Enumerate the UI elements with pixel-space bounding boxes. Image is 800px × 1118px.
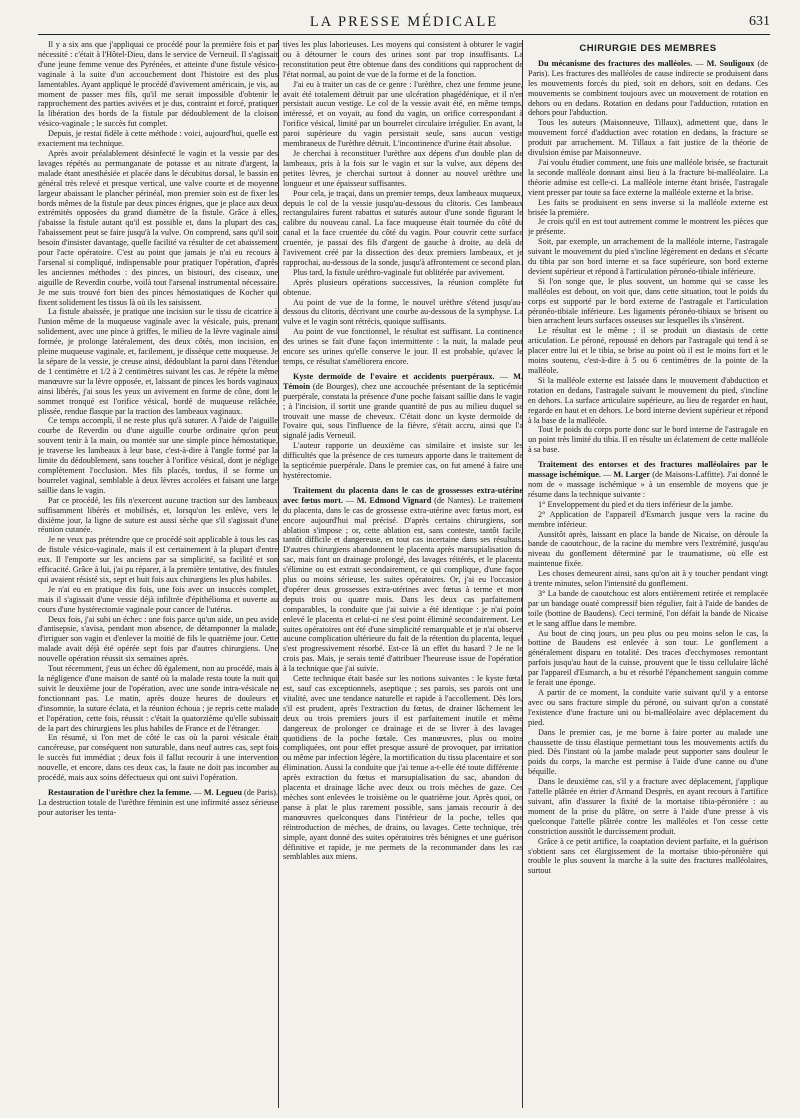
paragraph: La fistule abaissée, je pratique une incision sur le tissu de cicatrice à l'union même de la muqueuse vaginale avec la vésicale, puis, prenant solidement, avec une pince à griffes, le milieu de la lèvre vaginale ainsi formée, je prolonge latéralement, des deux côtés, mon incision, en pleine muqueuse vaginale, et, facilement, je dissèque cette muqueuse. Je la sépare de la vessie, je creuse ainsi, dédoublant la paroi dans l'étendue de 1 centimètre et 1/2 à 2 centimètres suivant les cas. Je répète la même manœuvre sur la lèvre opposée, et, laissant de pinces les bords vaginaux ainsi libérés, j'ai sous les yeux un avivement en forme de cône, dont le sommet tronqué est l'orifice vésical, bordé de muqueuse relâchée, plissée, rendue flasque par la traction des lambeaux vaginaux. xyxy=(38,307,278,416)
paragraph: Dans le premier cas, je me borne à faire porter au malade une chaussette de tissu élastique permettant tous les mouvements actifs du pied. Dès l'instant où la jambe malade peut supporter sans douleur le poids du corps, la marche est permise à l'aide d'une canne ou d'une béquille. xyxy=(528,727,768,777)
paragraph: Le résultat est le même ; il se produit un diastasis de cette articulation. Le péroné, repoussé en dehors par l'astragale qui tend à se placer entre lui et le tibia, se brise au point où il est le moins fort et le moins soutenu, c'est-à-dire à 5 ou 6 centimètres de la pointe de la malléole. xyxy=(528,326,768,375)
paragraph: Je crois qu'il en est tout autrement comme le montrent les pièces que je présente. xyxy=(528,217,768,237)
paragraph: Dans le deuxième cas, s'il y a fracture avec déplacement, j'applique l'attelle plâtrée en étrier d'Armand Desprès, en ayant recours à l'artifice suivant, afin d'assurer la fixité de la mortaise tibia-péronière : au moment de la prise du plâtre, on serre à l'aide d'une presse à vis quelconque l'attelle plâtrée contre les malléoles et l'on cesse cette constriction aussitôt le durcissement produit. xyxy=(528,777,768,836)
article-heading: Traitement du placenta dans le cas de grossesses extra-utérine avec fœtus mort. xyxy=(283,485,523,505)
paragraph: 2° Application de l'appareil d'Esmarch jusque vers la racine du membre inférieur. xyxy=(528,509,768,529)
article-intro: Traitement des entorses et des fractures malléolaires par le massage ischémique. — M. Larger (de Maisons-Laffitte). J'ai donné le nom de « massage ischémique » à un ensemble de moyens que je résume dans la technique suivante : xyxy=(528,460,768,499)
article-intro: Restauration de l'urèthre chez la femme. — M. Legueu (de Paris). La destruction totale de l'urèthre féminin est une infirmité assez sérieuse pour autoriser les tenta- xyxy=(38,787,278,817)
paragraph: Soit, par exemple, un arrachement de la malléole interne, l'astragale suivant le mouvement du pied s'incline légèrement en dedans et s'écarte du tibia par son bord interne et sa face supérieure, son bord externe devient supérieur et répond à l'articulation péronéo-tibiale inférieure. xyxy=(528,237,768,276)
paragraph: Je ne veux pas prétendre que ce procédé soit applicable à tous les cas de fistule vésico-vaginale, mais il est certainement à la plupart d'entre eux. Il l'emporte sur les anciens par sa simplicité, sa facilité et son efficacité. Grâce à lui, j'ai pu réparer, à la première tentative, des fistules qui avaient résisté six, sept et huit fois aux chirurgiens les plus habiles. xyxy=(38,535,278,584)
paragraph: Les choses demeurent ainsi, sans qu'on ait à y toucher pendant vingt à trente minutes, selon l'intensité du gonflement. xyxy=(528,569,768,589)
paragraph: Aussitôt après, laissant en place la bande de Nicaise, on déroule la bande de caoutchouc, de la racine du membre vers l'extrémité, jusqu'au niveau du gonflement déterminé par le traumatisme, où elle est maintenue fixée. xyxy=(528,529,768,569)
article-text: (de Paris). La destruction totale de l'urèthre féminin est une infirmité assez sérieuse pour autoriser les tenta- xyxy=(38,787,278,817)
paragraph: Je n'ai eu en pratique dix fois, une fois avec un insuccès complet, mais il s'agissait d'une vessie déjà infiltrée d'épithélioma et ouverte au cours d'une hystérectomie vaginale pour cancer de l'utérus. xyxy=(38,584,278,614)
article-author: M. Témoin xyxy=(283,371,523,391)
column-left xyxy=(38,40,278,1110)
paragraph: Après avoir préalablement désinfecté le vagin et la vessie par des lavages répétés au permanganate de potasse et au nitrate d'argent, la malade étant anesthésiée et placée dans le décubitus dorsal, le bassin en général très relevé et presque vertical, une valve courte et de moyenne largeur abaissant le plancher périnéal, mon premier soin est de fixer les bords mêmes de la fistule par deux pinces érignes, que je place aux deux extrémités opposées du grand diamètre de la fistule. Grâce à elles, j'abaisse la fistule autant qu'il est possible et, dans la plupart des cas, l'abaissement peut se faire jusqu'à la vulve. On comprend, sans qu'il soit besoin d'insister davantage, quelle facilité va résulter de cet abaissement pour l'acte opératoire. C'est au point que jamais je n'ai eu recours à l'arsenal si compliqué, indispensable pour pratiquer l'opération, d'après les anciennes méthodes : des pinces, un bistouri, des ciseaux, une aiguille de Reverdin courbe, voilà tout l'arsenal instrumental nécessaire. Je me suis trouvé fort bien des pinces hémostatiques de Kocher qui fixent solidement les tissus là où ils les saisissent. xyxy=(38,148,278,307)
paragraph: Après plusieurs opérations successives, la réunion complète fut obtenue. xyxy=(283,277,523,297)
article-author: M. Souligoux xyxy=(706,58,755,68)
article-author: M. Legueu xyxy=(203,787,242,797)
column-right xyxy=(528,40,768,1110)
paragraph: L'auteur rapporte un deuxième cas similaire et insiste sur les difficultés que la présence de ces tumeurs apporte dans le traitement de la septicémie puerpérale. Dans le premier cas, on fut amené à faire une hystérectomie. xyxy=(283,441,523,480)
page-number: 631 xyxy=(749,14,770,29)
paragraph: Depuis, je restai fidèle à cette méthode : voici, aujourd'hui, quelle est exactement ma technique. xyxy=(38,129,278,149)
paragraph: En résumé, si l'on met de côté le cas où la paroi vésicale était cancéreuse, par conséquent non suturable, dans neuf autres cas, sept fois le succès fut immédiat ; deux fois il fallut recourir à une intervention nouvelle, et encore, dans ces deux cas, la faute ne doit pas incomber au procédé, mais aux soins défectueux qui ont suivi l'opération. xyxy=(38,733,278,783)
paragraph: Pour cela, je traçai, dans un premier temps, deux lambeaux muqueux, depuis le col de la vessie jusqu'au-dessous du clitoris. Ces lambeaux rectangulaires furent rabattus et suturés autour d'une sonde figurant le calibre du nouveau canal. La face muqueuse était tournée du côté du canal et la face cruentée du côté du vagin. Pour couvrir cette surface cruentée, je passai des fils d'argent de gauche à droite, au delà de l'avivement créé par la dissection des deux premiers lambeaux, et je rapprochai, au-dessous de la sonde, jusqu'à affrontement ce second plan. xyxy=(283,188,523,267)
article-author: M. Larger xyxy=(613,470,651,480)
article-text: (de Maisons-Laffitte). J'ai donné le nom de « massage ischémique » à un ensemble de moyens que je résume dans la technique suivante : xyxy=(528,470,768,499)
paragraph: 1° Enveloppement du pied et du tiers inférieur de la jambe. xyxy=(538,499,734,509)
journal-title: LA PRESSE MÉDICALE xyxy=(309,14,499,30)
article-heading: Du mécanisme des fractures des malléoles. xyxy=(538,58,693,68)
paragraph: tives les plus laborieuses. Les moyens qui consistent à obturer le vagin ou à détourner le cours des urines sont par trop insuffisants. La reconstitution peut être obtenue dans des conditions qui rapprochent de l'état normal, au point de vue de la forme et de la fonction. xyxy=(283,40,523,79)
paragraph: Deux fois, j'ai subi un échec : une fois parce qu'un aide, un peu avide d'antisepsie, s'avisa, pendant mon absence, de détamponner la malade, d'irriguer son vagin et d'enlever la moitié de fils le quatrième jour. Cette malade avait déjà été opérée sept fois par d'autres chirurgiens. Une nouvelle opération réussit six semaines après. xyxy=(38,614,278,664)
paragraph: Au point de vue fonctionnel, le résultat est suffisant. La continence des urines se fait d'une façon intermittente : la nuit, la malade peut encore ses urines qu'elle conserve le jour. Il est probable, qu'avec le temps, ce résultat s'améliorera encore. xyxy=(283,327,523,366)
article-intro: Traitement du placenta dans le cas de grossesses extra-utérine avec fœtus mort. — M. Edmond Vignard (de Nantes). Le traitement du placenta, dans le cas de grossesse extra-utérine avec fœtus mort, est encore aujourd'hui mal précisé. D'après certains chirurgiens, son ablation s'impose ; or, cette ablation est, sans conteste, tantôt facile, tantôt difficile et dangereuse, en tout cas incertaine dans ses résultats. D'autres chirurgiens abandonnent le placenta après marsupialisation du sac, mais font un drainage prolongé, des lavages réitérés, et le placenta s'élimine ou est extrait secondairement, ce qui complique, d'une façon plus ou moins sérieuse, les suites opératoires. Or, j'ai eu l'occasion d'opérer deux grossesses extra-utérines avec fœtus à terme et mort depuis trois ou quatre mois. Dans les deux cas parfaitement comparables, la conduite que j'ai suivie a été identique : je n'ai point enlevé le placenta et celui-ci ne s'est point éliminé secondairement. Les suites opératoires ont été d'une simplicité remarquable et je n'ai observé aucune complication ultérieure du fait de la rétention du placenta, lequel s'est progressivement résorbé. Est-ce là un effet du hasard ? Je ne le crois pas. Mais, je serais tenté d'attribuer l'heureuse issue de l'opération à la technique que j'ai suivie. xyxy=(283,485,523,674)
paragraph: Si l'on songe que, le plus souvent, un homme qui se casse les malléoles est debout, on voit que, dans cette situation, tout le poids du corps est supporté par le bord externe de l'astragale et l'articulation péronéo-tibiale inférieure. Les ligaments péronéo-tibiaux se brisent ou bien arrachent leurs surfaces osseuses sur lesquelles ils s'insèrent. xyxy=(528,276,768,326)
paragraph: Cette technique était basée sur les notions suivantes : le kyste fœtal est, sauf cas exceptionnels, aseptique ; ses parois, ses parois ont une vitalité, avec une tendance naturelle et rapide à l'accollement. Dès lors, s'il est prudent, après l'extraction du fœtus, de drainer lâchement les deux ou trois premiers jours il est parfaitement inutile et même dangereux de prolonger ce drainage et de se livrer à des lavages quotidiens de la poche fœtale. Ces manœuvres, plus ou moins compliquées, ont pour effet presque assuré de provoquer, par irritation ou même par infection légère, la mortification du tissu placentaire et son élimination. Aussi la conduite que j'ai tenue a-t-elle été toute différente : après extraction du fœtus et marsupialisation du sac, abandon du placenta et drainage lâche avec deux ou trois mèches de gaze. Ces mèches sont enlevées le troisième ou le quatrième jour. Après quoi, on panse à plat le plus rarement possible, sans jamais recourir à des manœuvres quelconques dans l'intérieur de la poche, telles que réintroduction de mèches, de drains, ou lavages. Cette technique, très simple, ayant donné des suites opératoires très bénignes et une guérison définitive et rapide, je me permets de la recommander dans les cas semblables aux miens. xyxy=(283,674,523,862)
paragraph: 3° La bande de caoutchouc est alors entièrement retirée et remplacée par un bandage ouaté compressif bien régulier, fait à l'aide de bandes de toile (bottine de Baudens). Ceci terminé, l'on défait la bande de Nicaise et le sang afflue dans le membre. xyxy=(528,588,768,628)
paragraph: Au bout de cinq jours, un peu plus ou peu moins selon le cas, la bottine de Baudens est enlevée à son tour. Le gonflement a généralement disparu en totalité. Des traces d'ecchymoses remontant parfois jusqu'au haut de la cuisse, prouvent que le tissu cellulaire lâché par l'appareil d'Esmarch, a bu et résorbé l'épanchement sanguin comme le ferait une éponge. xyxy=(528,628,768,688)
paragraph: J'ai voulu étudier comment, une fois une malléole brisée, se fracturait la seconde malléole donnant ainsi lieu à la fracture bi-malléolaire. La théorie admise est celle-ci. La malléole interne étant brisée, l'astragale vient presser par toute sa face externe la malléole externe et la brise. xyxy=(528,157,768,197)
paragraph: Grâce à ce petit artifice, la coaptation devient parfaite, et la guérison s'obtient sans cet élargissement de la mortaise tibio-péronière qui trouble le plus souvent la marche à la suite des fractures malléolaires, surtout xyxy=(528,836,768,876)
paragraph: J'ai eu à traiter un cas de ce genre : l'urèthre, chez une femme jeune, avait été totalement détruit par une ulcération phagédénique, et il n'en persistait aucun vestige. Le col de la vessie avait été, en même temps, intéressé, et on voyait, au fond du vagin, un orifice correspondant à l'orifice vésical, limité par un bourrelet circulaire irrégulier. En avant, la paroi supérieure du vagin persistait seule, sans aucun vestige membraneux de l'urèthre détruit. L'incontinence d'urine était absolue. xyxy=(283,79,523,149)
column-rule-left xyxy=(278,40,279,1108)
article-heading: Restauration de l'urèthre chez la femme. xyxy=(48,787,192,797)
column-middle xyxy=(283,40,523,1110)
article-intro: Du mécanisme des fractures des malléoles. — M. Souligoux (de Paris). Les fractures des malléoles de cause indirecte se produisent dans les mouvements forcés du pied, soit en dehors, soit en dedans. Ces mouvements se combinent toujours avec un mouvement de rotation en dehors ou en dedans. Rotation en dedans pour l'adduction, rotation en dehors pour l'abduction. xyxy=(528,58,768,118)
article-intro: Kyste dermoïde de l'ovaire et accidents puerpéraux. — M. Témoin (de Bourges), chez une accouchée présentant de la septicémie puerpérale, constata la présence d'une poche faisant saillie dans le vagin ; à l'incision, il sortit une grande quantité de pus au milieu duquel se trouvait une masse de cheveux. C'était donc un kyste dermoïde de l'ovaire qui, sous l'influence de la fièvre, s'était accru, ainsi que l'a signalé jadis Verneuil. xyxy=(283,371,523,441)
paragraph: Tous les auteurs (Maisonneuve, Tillaux), admettent que, dans le mouvement forcé d'adduction avec rotation en dedans, la fracture se produit par arrachement. M. Tillaux a fait justice de la théorie de divulsion émise par Maisonneuve. xyxy=(528,118,768,158)
paragraph: Par ce procédé, les fils n'exercent aucune traction sur des lambeaux suffisamment libérés et mobilisés, et, lorsqu'on les enlève, vers le dixième jour, la ligne de suture est aussi sèche que s'il s'agissait d'une réunion cutanée. xyxy=(38,495,278,535)
paragraph: A partir de ce moment, la conduite varie suivant qu'il y a entorse avec ou sans fracture simple du péroné, ou suivant qu'on a constaté l'existence d'une fracture uni ou bi-malléolaire avec déplacement du pied. xyxy=(528,688,768,727)
page-header xyxy=(38,14,770,35)
article-text: (de Nantes). Le traitement du placenta, dans le cas de grossesse extra-utérine avec fœtus mort, est encore aujourd'hui mal précisé. D'après certains chirurgiens, son ablation s'impose ; or, cette ablation est, sans conteste, tantôt facile, tantôt difficile et dangereuse, en tout cas incertaine dans ses résultats. D'autres chirurgiens abandonnent le placenta après marsupialisation du sac, mais font un drainage prolongé, des lavages réitérés, et le placenta s'élimine ou est extrait secondairement, ce qui complique, d'une façon plus ou moins sérieuse, les suites opératoires. Or, j'ai eu l'occasion d'opérer deux grossesses extra-utérines avec fœtus à terme et mort depuis trois ou quatre mois. Dans les deux cas parfaitement comparables, la conduite que j'ai suivie a été identique : je n'ai point enlevé le placenta et celui-ci ne s'est point éliminé secondairement. Les suites opératoires ont été d'une simplicité remarquable et je n'ai observé aucune complication ultérieure du fait de la rétention du placenta, lequel s'est progressivement résorbé. Est-ce là un effet du hasard ? Je ne le crois pas. Mais, je serais tenté d'attribuer l'heureuse issue de l'opération à la technique que j'ai suivie. xyxy=(283,495,523,674)
paragraph: Tout récemment, j'eus un échec dû également, non au procédé, mais à la négligence d'une maison de santé où la malade resta toute la nuit qui suivit le deuxième jour de l'opération, avec une sonde intra-vésicale ne fonctionnant pas. Le matin, après douze heures de douleurs et d'insomnie, la suture éclata, et la réunion échoua ; je repris cette malade et l'opération, cette fois, réussit : c'était la quatorzième qu'elle subissait de la part des chirurgiens les plus habiles de France et de l'étranger. xyxy=(38,664,278,733)
paragraph: Je cherchai à reconstituer l'urèthre aux dépens d'un double plan de lambeaux, pris à la fois sur le vagin et sur la vulve, aux dépens des petites lèvres, je cherchai surtout à donner au nouvel urèthre une longueur et une épaisseur suffisantes. xyxy=(283,148,523,188)
paragraph: Ce temps accompli, il ne reste plus qu'à suturer. A l'aide de l'aiguille courbe de Reverdin ou d'une aiguille courbe ordinaire qu'on peut souvent tenir à la main, ou montée sur une simple pince hémostatique, je traverse les lambeaux à leur base, c'est-à-dire à l'angle formé par la limite du dédoublement, sans toucher à l'orifice vésical, dont je néglige complètement l'occlusion. Mes fils placés, tordus, il se forme un bourrelet vaginal, semblable à deux lèvres accolées et faisant une large saillie dans le vagin. xyxy=(38,416,278,495)
article-heading: Kyste dermoïde de l'ovaire et accidents puerpéraux. xyxy=(293,371,495,381)
article-text: (de Paris). Les fractures des malléoles de cause indirecte se produisent dans les mouvements forcés du pied, soit en dehors, soit en dedans. Ces mouvements se combinent toujours avec un mouvement de rotation en dehors ou en dedans. Rotation en dedans pour l'adduction, rotation en dehors pour l'abduction. xyxy=(528,58,768,118)
paragraph: Si la malléole externe est laissée dans le mouvement d'abduction et rotation en dedans, l'astragale suivant le mouvement du pied, s'incline en dehors. La surface articulaire supérieure, au lieu de regarder en haut, regarde en haut et en dehors. Le bord interne devient supérieur et répond à la base de la malléole. xyxy=(528,375,768,425)
paragraph: Les faits se produisent en sens inverse si la malléole externe est brisée la première. xyxy=(528,197,768,217)
paragraph: Tout le poids du corps porte donc sur le bord interne de l'astragale en un point très limité du tibia. Il en résulte un éclatement de cette malléole à sa base. xyxy=(528,425,768,455)
section-title: CHIRURGIE DES MEMBRES xyxy=(579,43,717,54)
paragraph: Il y a six ans que j'appliquai ce procédé pour la première fois et par nécessité : c'était à l'Hôtel-Dieu, dans le service de Verneuil. Il s'agissait d'une jeune femme venue des Pyrénées, et atteinte d'une fistule vésico-vaginale à la suite d'un accouchement dont l'histoire est des plus lamentables. Ayant appliqué le procédé d'avivement américain, je vis, au moment de passer mes fils, qu'il me serait impossible d'obtenir le rapprochement des parties avivées et je dus, contraint et forcé, pratiquer la libération des bords de la fistule par dédoublement de la cloison vésico-vaginale ; le succès fut complet. xyxy=(38,40,278,129)
article-text: (de Bourges), chez une accouchée présentant de la septicémie puerpérale, constata la présence d'une poche faisant saillie dans le vagin ; à l'incision, il sortit une grande quantité de pus au milieu duquel se trouvait une masse de cheveux. C'était donc un kyste dermoïde de l'ovaire qui, sous l'influence de la fièvre, s'était accru, ainsi que l'a signalé jadis Verneuil. xyxy=(283,381,523,441)
paragraph: Au point de vue de la forme, le nouvel urèthre s'étend jusqu'au-dessous du clitoris, décrivant une courbe au-dessous de la symphyse. La vulve et le vagin sont rétrécis, quoique suffisants. xyxy=(283,297,523,327)
article-heading: Traitement des entorses et des fractures malléolaires par le massage ischémique. xyxy=(528,460,768,480)
paragraph: Plus tard, la fistule uréthro-vaginale fut oblitérée par avivement. xyxy=(293,267,505,277)
article-author: M. Edmond Vignard xyxy=(356,495,432,505)
